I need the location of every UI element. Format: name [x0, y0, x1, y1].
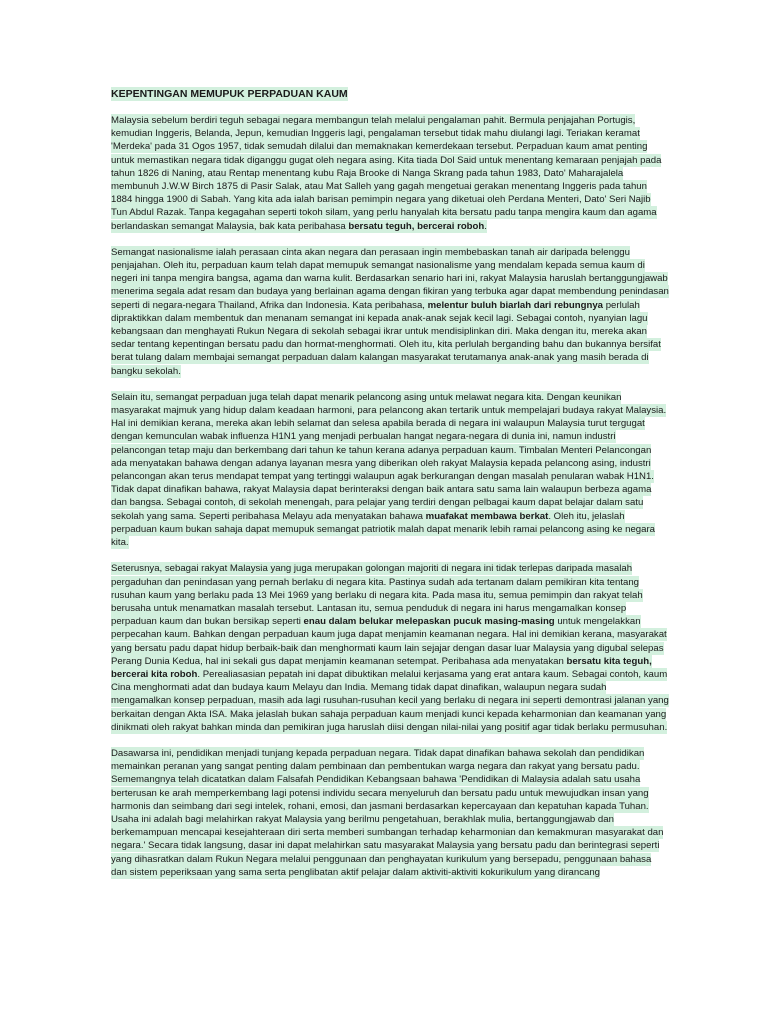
paragraph-1: [111, 114, 669, 233]
paragraph-4-proverb-2: bersatu kita teguh, bercerai kita roboh: [111, 655, 652, 680]
paragraph-4-proverb: enau dalam belukar melepaskan pucuk masing-masing: [303, 616, 555, 628]
paragraph-1-proverb: bersatu teguh, bercerai roboh: [348, 220, 485, 232]
paragraph-2: [111, 246, 669, 378]
paragraph-3: [111, 391, 669, 549]
paragraph-5-text: Dasawarsa ini, pendidikan menjadi tunjang kepada perpaduan negara. Tidak dapat dinafikan bahawa sekolah dan pendidikan memainkan peranan yang sangat penting dalam pembinaan dan pembentukan warga negara dan rakyat yang bersatu padu. Sememangnya telah dicatatkan dalam Falsafah Pendidikan Kebangsaan bahawa 'Pendidikan di Malaysia adalah satu usaha berterusan ke arah memperkembang lagi potensi individu secara menyeluruh dan bersatu padu untuk mewujudkan insan yang harmonis dan seimbang dari segi intelek, rohani, emosi, dan jasmani berdasarkan kepercayaan dan kepatuhan kapada Tuhan. Usaha ini adalah bagi melahirkan rakyat Malaysia yang berilmu pengetahuan, berakhlak mulia, bertanggungjawab dan berkemampuan mencapai kesejahteraan diri serta memberi sumbangan terhadap keharmonian dan kemakmuran masyarakat dan negara.' Secara tidak langsung, dasar ini dapat melahirkan satu masyarakat Malaysia yang bersatu padu dan berintegrasi seperti yang dihasratkan dalam Rukun Negara melalui penggunaan dan penghayatan kurikulum yang bersepadu, penggunaan bahasa dan sistem peperiksaan yang sama serta penglibatan aktif pelajar dalam aktiviti-aktiviti kokurikulum yang dirancang: [111, 747, 664, 878]
paragraph-1-end: .: [484, 220, 487, 232]
paragraph-4-middle: untuk mengelakkan perpecahan kaum. Bahkan dengan perpaduan kaum juga dapat menjamin keamanan negara. Hal ini demikian kerana, masyarakat yang bersatu padu dapat hidup berbaik-baik dan menghormati kaum lain sejajar dengan dasar luar Malaysia yang digubal selepas Perang Dunia Kedua, hal ini sekali gus dapat menjamin keamanan setempat. Peribahasa ada menyatakan: [111, 616, 667, 667]
paragraph-3-proverb: muafakat membawa berkat: [425, 510, 549, 522]
paragraph-1-text: Malaysia sebelum berdiri teguh sebagai negara membangun telah melalui pengalaman pahit. Bermula penjajahan Portugis, kemudian Inggeris, Belanda, Jepun, kemudian Inggeris lagi, pengalaman tersebut tidak mahu diulangi lagi. Teriakan keramat 'Merdeka' pada 31 Ogos 1957, tidak semudah dilalui dan memaknakan kemerdekaan tersebut. Perpaduan kaum amat penting untuk memastikan negara tidak diganggu gugat oleh negara asing. Kita tiada Dol Said untuk menentang kemaraan penjajah pada tahun 1826 di Naning, atau Rentap menentang kubu Raja Brooke di Nanga Skrang pada tahun 1983, Dato' Maharajalela membunuh J.W.W Birch 1875 di Pasir Salak, atau Mat Salleh yang gagah mengetuai gerakan menentang Inggeris pada tahun 1884 hingga 1900 di Sabah. Yang kita ada ialah barisan pemimpin negara yang diketuai oleh Perdana Menteri, Dato' Seri Najib Tun Abdul Razak. Tanpa kegagahan seperti tokoh silam, yang perlu hanyalah kita bersatu padu tanpa mengira kaum dan agama berlandaskan semangat Malaysia, bak kata peribahasa: [111, 115, 662, 232]
paragraph-3-text: Selain itu, semangat perpaduan juga telah dapat menarik pelancong asing untuk melawat negara kita. Dengan keunikan masyarakat majmuk yang hidup dalam keadaan harmoni, para pelancong akan tertarik untuk mempelajari budaya rakyat Malaysia. Hal ini demikian kerana, mereka akan lebih selamat dan selesa apabila berada di negara ini walaupun Malaysia turut tergugat dengan kemunculan wabak influenza H1N1 yang menjadi perbualan hangat negara-negara di dunia ini, namun industri pelancongan tetap maju dan berkembang dari tahun ke tahun kerana adanya perpaduan kaum. Timbalan Menteri Pelancongan ada menyatakan bahawa dengan adanya layanan mesra yang diberikan oleh rakyat Malaysia kepada pelancong asing, industri pelancongan akan terus mendapat tempat yang tertinggi walaupun agak berkurangan dengan masalah penularan wabak H1N1. Tidak dapat dinafikan bahawa, rakyat Malaysia dapat berinteraksi dengan baik antara satu sama lain walaupun berbeza agama dan bangsa. Sebagai contoh, di sekolah menengah, para pelajar yang terdiri dengan pelbagai kaum dapat belajar dalam satu sekolah yang sama. Seperti peribahasa Melayu ada menyatakan bahawa: [111, 391, 667, 522]
paragraph-2-text: Semangat nasionalisme ialah perasaan cinta akan negara dan perasaan ingin membebaskan tanah air daripada belenggu penjajahan. Oleh itu, perpaduan kaum telah dapat memupuk semangat nasionalisme yang mendalam kepada semua kaum di negeri ini tanpa mengira bangsa, agama dan warna kulit. Berdasarkan senario hari ini, rakyat Malaysia haruslah bertanggungjawab menerima segala adat resam dan budaya yang berlainan agama dengan fikiran yang terbuka agar dapat membendung penindasan seperti di negara-negara Thailand, Afrika dan Indonesia. Kata peribahasa,: [111, 246, 669, 311]
paragraph-4-end: . Perealiasasian pepatah ini dapat dibuktikan melalui kerjasama yang erat antara kaum. Sebagai contoh, kaum Cina menghormati adat dan budaya kaum Melayu dan India. Memang tidak dapat dinafikan, walaupun negara sudah mengamalkan konsep perpaduan, masih ada lagi rusuhan-rusuhan kecil yang berlaku di negara ini seperti demontrasi jalanan yang berkaitan dengan Akta ISA. Maka jelaslah bukan sahaja perpaduan kaum menjadi kunci kepada keharmonian dan keamanan yang dinikmati oleh rakyat bahkan minda dan pemikiran juga haruslah diisi dengan nilai-nilai yang positif agar tidak berlaku permusuhan.: [111, 668, 669, 733]
paragraph-5: [111, 747, 669, 879]
paragraph-4: [111, 562, 669, 734]
paragraph-3-end: . Oleh itu, jelaslah perpaduan kaum bukan sahaja dapat memupuk semangat patriotik malah dapat menarik lebih ramai pelancong asing ke negara kita.: [111, 510, 655, 549]
paragraph-2-end: perlulah dipraktikkan dalam membentuk dan menanam semangat ini kepada anak-anak sejak kecil lagi. Sebagai contoh, nyanyian lagu kebangsaan dan menghayati Rukun Negara di sekolah sebagai ikrar untuk mendisiplinkan diri. Maka dengan itu, mereka akan sedar tentang kepentingan bersatu padu dan hormat-menghormati. Oleh itu, kita perlulah berganding bahu dan bukannya bersifat berat tulang dalam membajai semangat perpaduan dalam kalangan masyarakat terutamanya anak-anak yang masih berada di bangku sekolah.: [111, 299, 661, 377]
document-title: [111, 88, 669, 101]
document-title-text: KEPENTINGAN MEMUPUK PERPADUAN KAUM: [111, 88, 348, 100]
paragraph-2-proverb: melentur buluh biarlah dari rebungnya: [427, 299, 604, 311]
document-page: [111, 88, 669, 892]
paragraph-4-text: Seterusnya, sebagai rakyat Malaysia yang juga merupakan golongan majoriti di negara ini tidak terlepas daripada masalah pergaduhan dan penindasan yang pernah berlaku di negara kita. Pastinya sudah ada tertanam dalam pemikiran kita tentang rusuhan kaum yang berlaku pada 13 Mei 1969 yang berlaku di negara kita. Pada masa itu, semua pemimpin dan rakyat telah berusaha untuk menamatkan masalah tersebut. Lantasan itu, semua penduduk di negara ini harus mengamalkan konsep perpaduan kaum dan bukan bersikap seperti: [111, 563, 643, 628]
